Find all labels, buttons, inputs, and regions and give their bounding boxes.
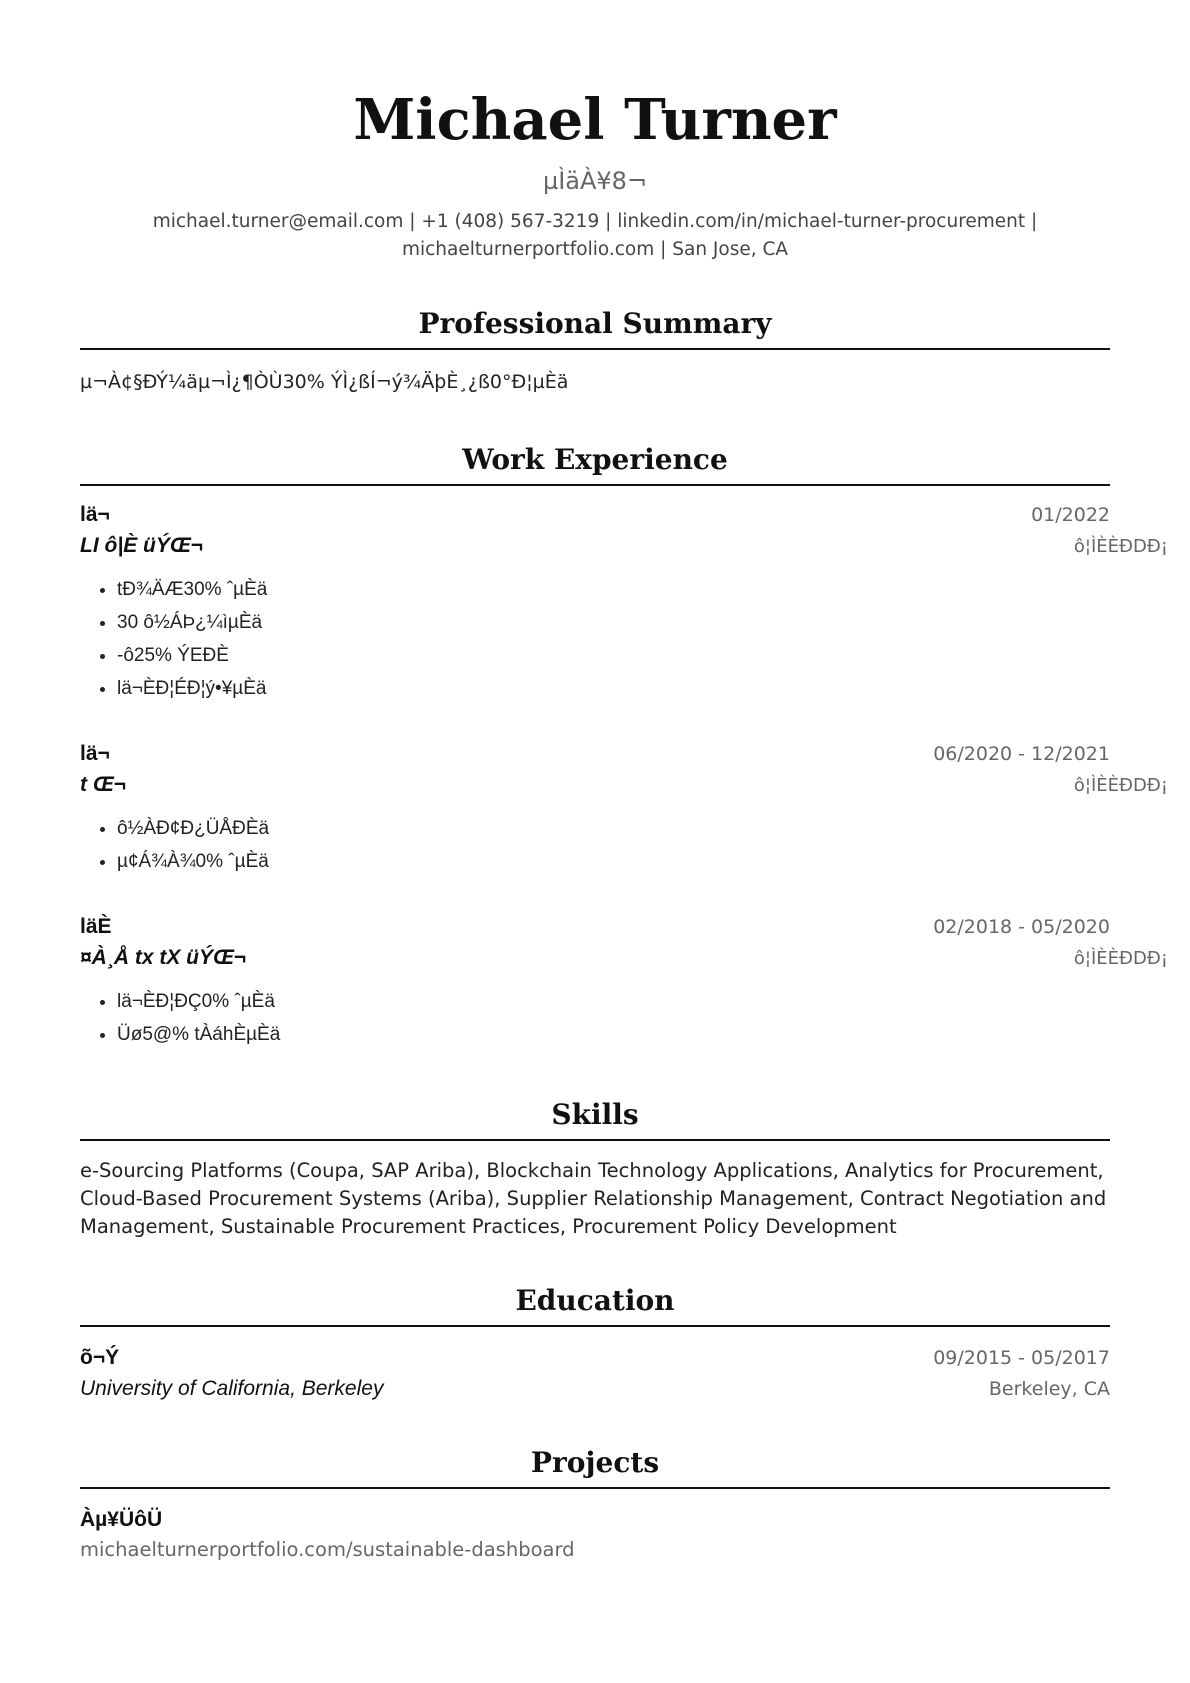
job-bullets	[80, 573, 1110, 705]
project-name: Àµ¥ÜôÜ	[80, 1508, 163, 1531]
experience-section	[80, 442, 1168, 1051]
job-date: 02/2018 - 05/2020	[933, 916, 1110, 938]
job-location: ô¦ÌÈÈÐDÐ¡	[1073, 948, 1168, 969]
job-bullet: • lä¬ÈÐ¦ÐÇ0% ˆµÈä	[117, 985, 1110, 1018]
job-entry	[80, 912, 1168, 1051]
job-location: ô¦ÌÈÈÐDÐ¡	[1073, 775, 1168, 796]
job-bullet: • tÐ¾ÄÆ30% ˆµÈä	[117, 573, 1110, 606]
experience-title: Work Experience	[80, 442, 1110, 486]
job-company: LI ô|È üÝŒ¬	[80, 534, 204, 557]
job-bullet: • µ¢Á¾À¾0% ˆµÈä	[117, 845, 1110, 878]
project-entry	[80, 1505, 1110, 1565]
education-section	[80, 1283, 1110, 1405]
job-bullet: • ô½ÀÐ¢Ð¿ÜÅÐÈä	[117, 812, 1110, 845]
job-title: lä¬	[80, 742, 110, 765]
job-location: ô¦ÌÈÈÐDÐ¡	[1073, 536, 1168, 557]
job-company: ¤À¸Å tx tX üÝŒ¬	[80, 946, 247, 969]
candidate-headline: µÌäÀ¥8¬	[542, 167, 648, 195]
summary-title: Professional Summary	[80, 306, 1110, 350]
job-title: lä¬	[80, 503, 110, 526]
job-bullet: • Üø5@% tÀáhÈµÈä	[117, 1018, 1110, 1051]
skills-text: e-Sourcing Platforms (Coupa, SAP Ariba), Blockchain Technology Applications, Analytics for Procurement, Cloud-Based Procurement Systems (Ariba), Supplier Relationship Management, Contract Negotiation and Management, Sustainable Procurement Practices, Procurement Policy Development	[80, 1159, 1107, 1238]
education-date: 09/2015 - 05/2017	[933, 1347, 1110, 1369]
school-name: University of California, Berkeley	[80, 1377, 384, 1400]
contact-line-1: michael.turner@email.com | +1 (408) 567-3219 | linkedin.com/in/michael-turner-procurement |	[152, 211, 1038, 232]
job-date: 06/2020 - 12/2021	[933, 743, 1110, 765]
job-entry	[80, 500, 1168, 705]
contact-line-2: michaelturnerportfolio.com | San Jose, CA	[401, 239, 789, 260]
job-title: läÈ	[80, 915, 112, 938]
candidate-name: Michael Turner	[353, 87, 837, 153]
summary-section	[80, 306, 1110, 396]
school-location: Berkeley, CA	[988, 1378, 1110, 1400]
summary-text: µ¬À¢§ÐÝ¼äµ¬Ì¿¶ÒÙ30% ÝÌ¿ßÍ¬ý¾ÄþÈ¸¿ß0°Ð¦µÈä	[80, 371, 569, 393]
job-bullet: • -ô25% ÝEÐÈ	[117, 639, 1110, 672]
education-entry	[80, 1343, 1110, 1405]
job-date: 01/2022	[1031, 504, 1110, 526]
education-title: Education	[80, 1283, 1110, 1327]
job-bullet: • lä¬ÈÐ¦ÉÐ¦ý•¥µÈä	[117, 672, 1110, 705]
job-company: t Œ¬	[80, 773, 127, 796]
job-bullet: • 30 ô½ÁÞ¿¼ìµÈä	[117, 606, 1110, 639]
project-link[interactable]: michaelturnerportfolio.com/sustainable-dashboard	[80, 1538, 575, 1561]
projects-title: Projects	[80, 1445, 1110, 1489]
projects-section	[80, 1445, 1110, 1565]
contact-info	[80, 208, 1110, 264]
job-bullets	[80, 985, 1110, 1051]
skills-section	[80, 1097, 1110, 1241]
job-entry	[80, 739, 1168, 878]
skills-title: Skills	[80, 1097, 1110, 1141]
resume-header	[80, 0, 1110, 264]
degree-name: õ¬Ý	[80, 1346, 120, 1369]
job-bullets	[80, 812, 1110, 878]
